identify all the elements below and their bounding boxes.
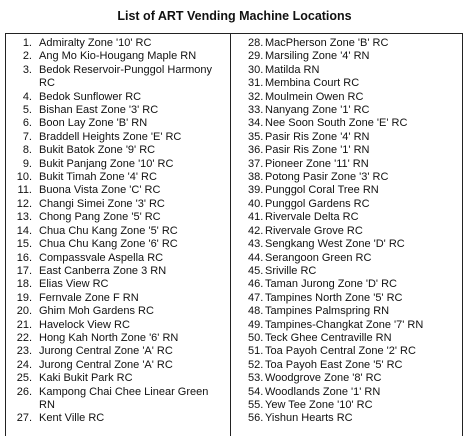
- list-item: [12, 372, 230, 385]
- list-item: [248, 265, 462, 278]
- item-number: 23.: [16, 345, 32, 358]
- item-location-name: Buona Vista Zone 'C' RC: [39, 184, 161, 197]
- item-location-name: Taman Jurong Zone 'D' RC: [265, 278, 397, 291]
- item-number: 32.: [248, 90, 264, 103]
- item-location-name: Yishun Hearts RC: [265, 412, 353, 425]
- list-item: [12, 386, 230, 413]
- item-location-name: East Canberra Zone 3 RN: [39, 264, 167, 277]
- list-item: [12, 171, 230, 184]
- list-item: [248, 278, 462, 291]
- item-number: 40.: [248, 197, 264, 210]
- item-location-name: Matilda RN: [265, 63, 320, 76]
- list-item: [248, 292, 462, 305]
- item-number: 51.: [248, 345, 264, 358]
- list-item: [248, 305, 462, 318]
- list-item: [248, 104, 462, 117]
- item-number: 56.: [248, 412, 264, 425]
- item-number: 49.: [248, 318, 264, 331]
- list-item: [12, 345, 230, 358]
- left-column: [6, 34, 231, 436]
- item-number: 19.: [16, 291, 32, 304]
- list-item: [248, 386, 462, 399]
- item-location-name: Kent Ville RC: [39, 412, 105, 425]
- item-number: 29.: [248, 50, 264, 63]
- list-item: [12, 64, 230, 91]
- item-location-name: Bedok Reservoir-Punggol Harmony RC: [39, 63, 213, 90]
- list-item: [12, 117, 230, 130]
- item-number: 54.: [248, 385, 264, 398]
- item-number: 31.: [248, 77, 264, 90]
- list-item: [248, 238, 462, 251]
- list-item: [12, 305, 230, 318]
- list-item: [12, 104, 230, 117]
- list-item: [248, 91, 462, 104]
- item-location-name: Bukit Batok Zone '9' RC: [39, 144, 156, 157]
- item-location-name: Nee Soon South Zone 'E' RC: [265, 117, 408, 130]
- list-item: [12, 225, 230, 238]
- item-number: 16.: [16, 251, 32, 264]
- item-number: 34.: [248, 117, 264, 130]
- item-number: 3.: [22, 63, 32, 76]
- item-location-name: Bukit Timah Zone '4' RC: [39, 171, 157, 184]
- item-location-name: Potong Pasir Zone '3' RC: [265, 171, 389, 184]
- item-location-name: Chua Chu Kang Zone '5' RC: [39, 224, 178, 237]
- item-number: 30.: [248, 63, 264, 76]
- list-item: [248, 77, 462, 90]
- item-location-name: Rivervale Grove RC: [265, 224, 363, 237]
- item-location-name: Bishan East Zone '3' RC: [39, 104, 159, 117]
- item-location-name: Moulmein Owen RC: [265, 90, 364, 103]
- item-location-name: Bedok Sunflower RC: [39, 90, 142, 103]
- list-item: [12, 144, 230, 157]
- item-number: 52.: [248, 358, 264, 371]
- list-item: [248, 158, 462, 171]
- list-item: [248, 211, 462, 224]
- list-item: [12, 332, 230, 345]
- item-location-name: Rivervale Delta RC: [265, 211, 359, 224]
- list-item: [12, 412, 230, 425]
- list-item: [248, 399, 462, 412]
- item-location-name: Woodlands Zone '1' RN: [265, 385, 381, 398]
- list-item: [12, 50, 230, 63]
- list-item: [12, 265, 230, 278]
- list-item: [248, 117, 462, 130]
- item-location-name: Membina Court RC: [265, 77, 360, 90]
- list-item: [248, 225, 462, 238]
- item-location-name: Compassvale Aspella RC: [39, 251, 164, 264]
- item-location-name: Changi Simei Zone '3' RC: [39, 197, 165, 210]
- item-number: 20.: [16, 305, 32, 318]
- item-number: 53.: [248, 372, 264, 385]
- item-location-name: Marsiling Zone '4' RN: [265, 50, 370, 63]
- item-number: 33.: [248, 104, 264, 117]
- item-number: 28.: [248, 37, 264, 49]
- list-item: [248, 345, 462, 358]
- locations-table: [5, 33, 463, 436]
- item-location-name: Fernvale Zone F RN: [39, 291, 139, 304]
- item-location-name: Jurong Central Zone 'A' RC: [39, 358, 173, 371]
- page-title: List of ART Vending Machine Locations: [117, 9, 352, 23]
- item-number: 25.: [16, 372, 32, 385]
- item-location-name: Boon Lay Zone 'B' RN: [39, 117, 148, 130]
- list-item: [12, 131, 230, 144]
- list-item: [248, 252, 462, 265]
- item-location-name: Ang Mo Kio-Hougang Maple RN: [39, 50, 197, 63]
- item-number: 50.: [248, 331, 264, 344]
- item-location-name: Woodgrove Zone '8' RC: [265, 372, 382, 385]
- list-item: [12, 359, 230, 372]
- right-column: [231, 34, 462, 436]
- list-item: [248, 198, 462, 211]
- item-location-name: Tampines-Changkat Zone '7' RN: [265, 318, 424, 331]
- item-number: 39.: [248, 184, 264, 197]
- item-number: 21.: [16, 318, 32, 331]
- item-location-name: Sengkang West Zone 'D' RC: [265, 238, 405, 251]
- list-item: [248, 359, 462, 372]
- item-number: 45.: [248, 264, 264, 277]
- item-location-name: Sriville RC: [265, 264, 317, 277]
- list-item: [248, 171, 462, 184]
- item-number: 11.: [17, 184, 32, 197]
- item-location-name: Serangoon Green RC: [265, 251, 372, 264]
- item-number: 46.: [248, 278, 264, 291]
- item-location-name: Chong Pang Zone '5' RC: [39, 211, 161, 224]
- item-location-name: Nanyang Zone '1' RC: [265, 104, 370, 117]
- item-location-name: Pioneer Zone '11' RN: [265, 157, 369, 170]
- list-item: [248, 332, 462, 345]
- item-number: 6.: [22, 117, 32, 130]
- list-item: [248, 131, 462, 144]
- item-number: 12.: [16, 197, 32, 210]
- item-number: 9.: [22, 157, 32, 170]
- item-location-name: Punggol Coral Tree RN: [265, 184, 379, 197]
- item-number: 1.: [22, 37, 32, 49]
- list-item: [12, 211, 230, 224]
- item-location-name: Punggol Gardens RC: [265, 197, 370, 210]
- item-location-name: Ghim Moh Gardens RC: [39, 305, 154, 318]
- list-item: [12, 198, 230, 211]
- item-location-name: Kaki Bukit Park RC: [39, 372, 133, 385]
- item-number: 22.: [16, 331, 32, 344]
- list-item: [248, 64, 462, 77]
- list-item: [248, 37, 462, 50]
- item-number: 44.: [248, 251, 264, 264]
- item-location-name: Teck Ghee Centraville RN: [265, 331, 392, 344]
- item-number: 38.: [248, 171, 264, 184]
- list-item: [248, 50, 462, 63]
- list-item: [248, 184, 462, 197]
- item-location-name: Admiralty Zone '10' RC: [39, 37, 152, 49]
- item-location-name: Hong Kah North Zone '6' RN: [39, 331, 179, 344]
- item-number: 4.: [22, 90, 32, 103]
- item-number: 26.: [16, 385, 32, 398]
- item-number: 42.: [248, 224, 264, 237]
- list-item: [12, 319, 230, 332]
- item-number: 41.: [248, 211, 264, 224]
- item-number: 27.: [16, 412, 32, 425]
- item-location-name: Tampines North Zone '5' RC: [265, 291, 403, 304]
- item-number: 15.: [16, 238, 32, 251]
- item-location-name: Havelock View RC: [39, 318, 130, 331]
- list-item: [12, 91, 230, 104]
- item-number: 17.: [16, 264, 32, 277]
- list-item: [12, 37, 230, 50]
- item-number: 5.: [22, 104, 32, 117]
- item-number: 18.: [16, 278, 32, 291]
- item-number: 13.: [16, 211, 32, 224]
- item-number: 35.: [248, 130, 264, 143]
- list-item: [248, 412, 462, 425]
- item-number: 7.: [22, 130, 32, 143]
- item-number: 37.: [248, 157, 264, 170]
- list-item: [12, 158, 230, 171]
- item-number: 24.: [16, 358, 32, 371]
- item-location-name: Jurong Central Zone 'A' RC: [39, 345, 173, 358]
- list-item: [12, 292, 230, 305]
- item-location-name: Pasir Ris Zone '1' RN: [265, 144, 370, 157]
- item-location-name: Braddell Heights Zone 'E' RC: [39, 130, 182, 143]
- list-item: [248, 319, 462, 332]
- item-location-name: Elias View RC: [39, 278, 109, 291]
- item-number: 47.: [248, 291, 264, 304]
- item-number: 48.: [248, 305, 264, 318]
- item-number: 2.: [22, 50, 32, 63]
- list-item: [248, 372, 462, 385]
- item-location-name: Chua Chu Kang Zone '6' RC: [39, 238, 178, 251]
- list-item: [12, 278, 230, 291]
- item-location-name: MacPherson Zone 'B' RC: [265, 37, 389, 49]
- list-item: [12, 238, 230, 251]
- item-location-name: Pasir Ris Zone '4' RN: [265, 130, 370, 143]
- item-number: 43.: [248, 238, 264, 251]
- item-number: 14.: [16, 224, 32, 237]
- item-location-name: Toa Payoh East Zone '5' RC: [265, 358, 403, 371]
- item-location-name: Toa Payoh Central Zone '2' RC: [265, 345, 416, 358]
- item-number: 8.: [22, 144, 32, 157]
- item-location-name: Bukit Panjang Zone '10' RC: [39, 157, 174, 170]
- item-number: 55.: [248, 398, 264, 411]
- item-number: 36.: [248, 144, 264, 157]
- item-location-name: Kampong Chai Chee Linear Green RN: [39, 385, 209, 411]
- item-number: 10.: [16, 171, 32, 184]
- item-location-name: Tampines Palmspring RN: [265, 305, 390, 318]
- list-item: [12, 184, 230, 197]
- list-item: [248, 144, 462, 157]
- item-location-name: Yew Tee Zone '10' RC: [265, 398, 373, 411]
- list-item: [12, 252, 230, 265]
